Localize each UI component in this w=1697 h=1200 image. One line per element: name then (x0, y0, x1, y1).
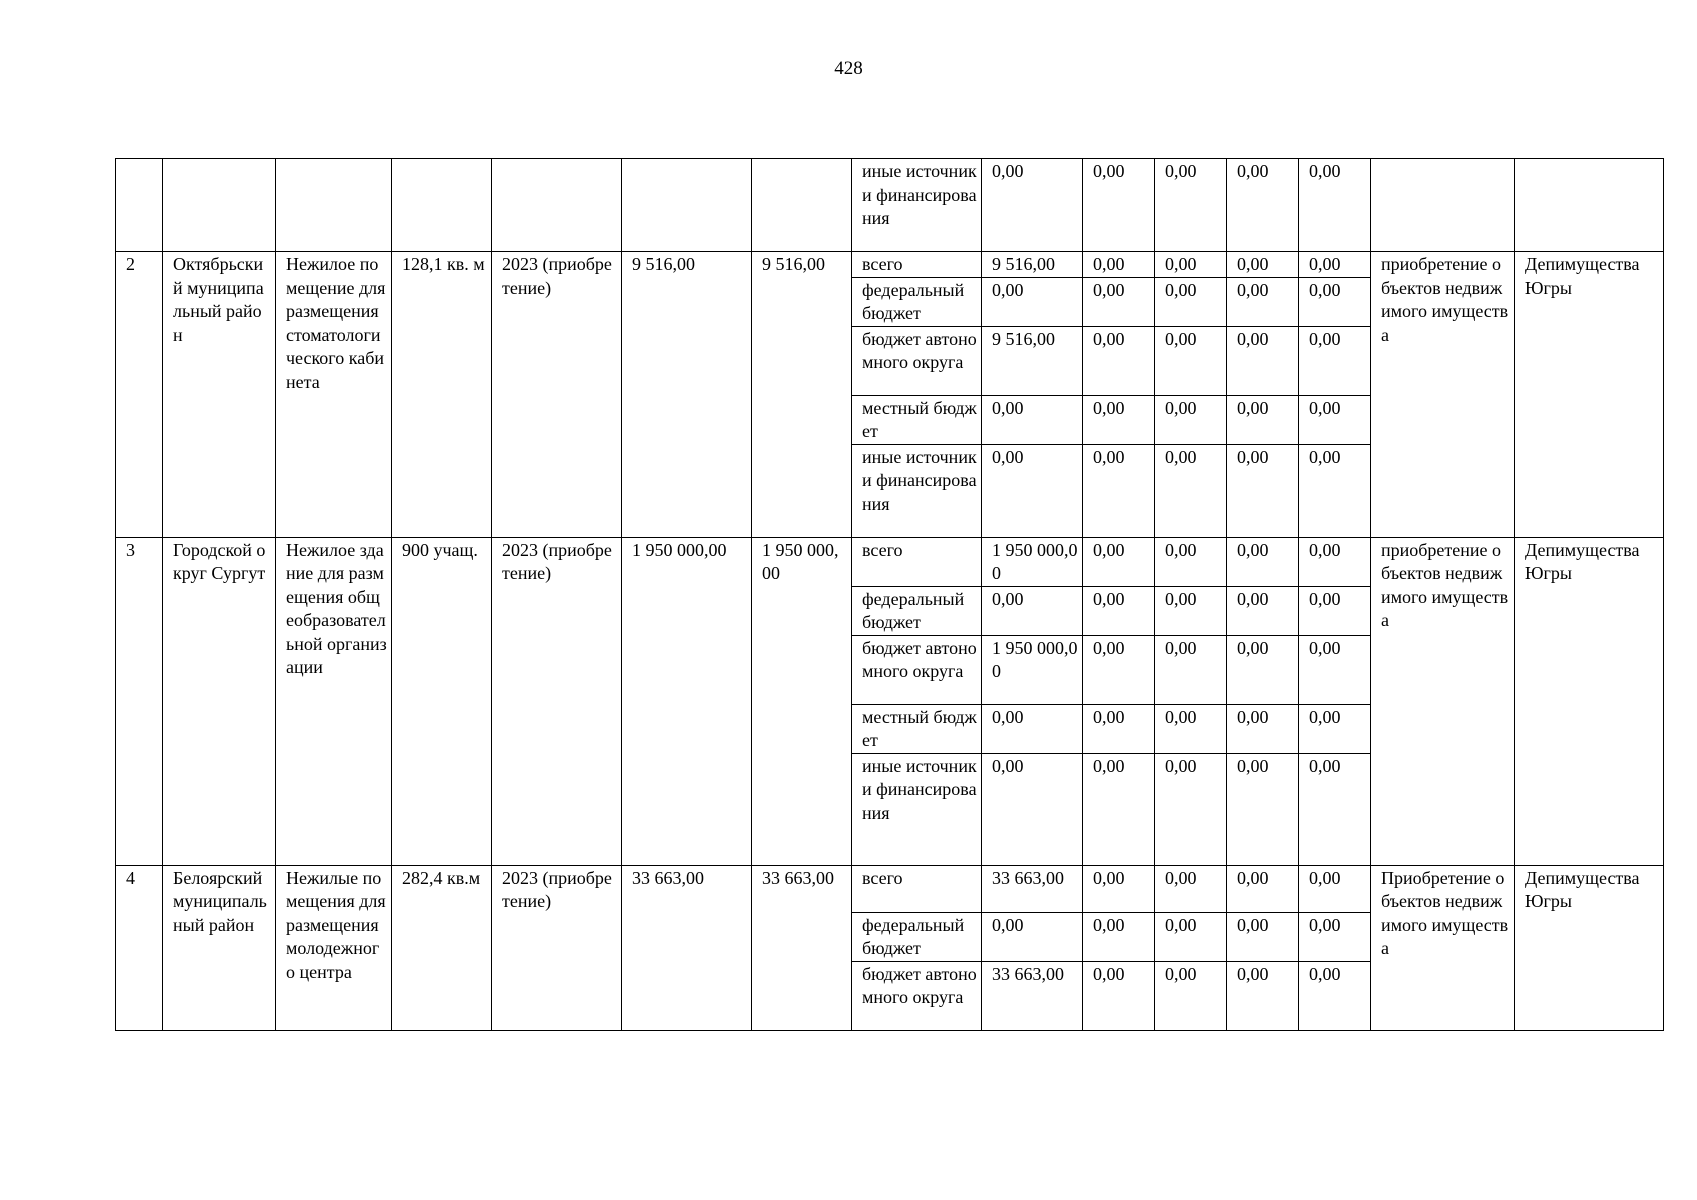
year-cell (492, 159, 622, 252)
row-number-cell: 2 (116, 252, 163, 538)
amount-cell: 33 663,00 (982, 961, 1083, 1030)
amount-cell: 0,00 (1299, 912, 1371, 961)
funding-source-cell: федеральный бюджет (852, 277, 982, 326)
remaining-cost-cell (752, 159, 852, 252)
funding-source-cell: бюджет автономного округа (852, 326, 982, 395)
amount-cell: 0,00 (1227, 753, 1299, 865)
amount-cell: 0,00 (1155, 586, 1227, 635)
funding-source-cell: всего (852, 537, 982, 586)
municipality-cell: Городской округ Сургут (163, 537, 276, 865)
amount-cell: 0,00 (1155, 961, 1227, 1030)
funding-source-cell: федеральный бюджет (852, 912, 982, 961)
year-cell: 2023 (приобретение) (492, 865, 622, 1030)
executor-cell: Депимущества Югры (1515, 865, 1664, 1030)
amount-cell: 0,00 (1155, 326, 1227, 395)
row-number-cell: 3 (116, 537, 163, 865)
funding-source-cell: всего (852, 252, 982, 278)
row-number-cell: 4 (116, 865, 163, 1030)
amount-cell: 0,00 (1155, 159, 1227, 252)
amount-cell: 0,00 (1083, 635, 1155, 704)
amount-cell: 0,00 (982, 444, 1083, 537)
amount-cell: 9 516,00 (982, 252, 1083, 278)
amount-cell: 0,00 (1083, 586, 1155, 635)
purpose-cell: приобретение объектов недвижимого имущества (1371, 537, 1515, 865)
amount-cell: 0,00 (1227, 865, 1299, 912)
amount-cell: 0,00 (1155, 537, 1227, 586)
funding-source-cell: местный бюджет (852, 395, 982, 444)
row-number-cell (116, 159, 163, 252)
capacity-cell (392, 159, 492, 252)
amount-cell: 0,00 (982, 395, 1083, 444)
amount-cell: 0,00 (982, 753, 1083, 865)
amount-cell: 0,00 (982, 912, 1083, 961)
total-cost-cell: 1 950 000,00 (622, 537, 752, 865)
amount-cell: 0,00 (1227, 635, 1299, 704)
table-row (116, 159, 1664, 252)
funding-source-cell: иные источники финансирования (852, 444, 982, 537)
municipality-cell: Белоярский муниципальный район (163, 865, 276, 1030)
amount-cell: 0,00 (1155, 635, 1227, 704)
amount-cell: 0,00 (1299, 704, 1371, 753)
amount-cell: 0,00 (1299, 444, 1371, 537)
executor-cell (1515, 159, 1664, 252)
amount-cell: 0,00 (1083, 277, 1155, 326)
amount-cell: 0,00 (1083, 395, 1155, 444)
amount-cell: 0,00 (1083, 865, 1155, 912)
funding-source-cell: федеральный бюджет (852, 586, 982, 635)
page-number: 428 (834, 58, 863, 79)
amount-cell: 0,00 (1155, 912, 1227, 961)
object-cell (276, 159, 392, 252)
purpose-cell: Приобретение объектов недвижимого имущества (1371, 865, 1515, 1030)
amount-cell: 0,00 (1299, 961, 1371, 1030)
amount-cell: 0,00 (1227, 159, 1299, 252)
amount-cell: 0,00 (1083, 537, 1155, 586)
object-cell: Нежилое здание для размещения общеобразовательной организации (276, 537, 392, 865)
capacity-cell: 282,4 кв.м (392, 865, 492, 1030)
amount-cell: 0,00 (1299, 753, 1371, 865)
amount-cell: 0,00 (1299, 159, 1371, 252)
amount-cell: 0,00 (982, 586, 1083, 635)
amount-cell: 1 950 000,00 (982, 635, 1083, 704)
amount-cell: 0,00 (1155, 395, 1227, 444)
amount-cell: 0,00 (1155, 865, 1227, 912)
amount-cell: 0,00 (1227, 444, 1299, 537)
amount-cell: 0,00 (1227, 912, 1299, 961)
amount-cell: 0,00 (1227, 326, 1299, 395)
amount-cell: 0,00 (1083, 252, 1155, 278)
amount-cell: 0,00 (1299, 277, 1371, 326)
amount-cell: 0,00 (1155, 704, 1227, 753)
funding-source-cell: иные источники финансирования (852, 753, 982, 865)
amount-cell: 0,00 (1155, 444, 1227, 537)
amount-cell: 0,00 (982, 704, 1083, 753)
amount-cell: 0,00 (1155, 277, 1227, 326)
amount-cell: 0,00 (1299, 586, 1371, 635)
amount-cell: 0,00 (1227, 961, 1299, 1030)
financing-table (115, 158, 1664, 1031)
amount-cell: 0,00 (1083, 704, 1155, 753)
amount-cell: 0,00 (1227, 395, 1299, 444)
amount-cell: 0,00 (982, 277, 1083, 326)
purpose-cell (1371, 159, 1515, 252)
amount-cell: 0,00 (1227, 537, 1299, 586)
amount-cell: 0,00 (982, 159, 1083, 252)
amount-cell: 0,00 (1083, 912, 1155, 961)
amount-cell: 0,00 (1155, 753, 1227, 865)
amount-cell: 0,00 (1227, 252, 1299, 278)
table-row (116, 252, 1664, 278)
amount-cell: 0,00 (1083, 444, 1155, 537)
amount-cell: 0,00 (1299, 635, 1371, 704)
amount-cell: 0,00 (1083, 753, 1155, 865)
executor-cell: Депимущества Югры (1515, 252, 1664, 538)
amount-cell: 0,00 (1227, 586, 1299, 635)
capacity-cell: 128,1 кв. м (392, 252, 492, 538)
amount-cell: 0,00 (1299, 865, 1371, 912)
amount-cell: 0,00 (1083, 159, 1155, 252)
remaining-cost-cell: 1 950 000,00 (752, 537, 852, 865)
amount-cell: 0,00 (1227, 277, 1299, 326)
amount-cell: 33 663,00 (982, 865, 1083, 912)
object-cell: Нежилое помещение для размещения стоматологического кабинета (276, 252, 392, 538)
amount-cell: 9 516,00 (982, 326, 1083, 395)
capacity-cell: 900 учащ. (392, 537, 492, 865)
total-cost-cell: 33 663,00 (622, 865, 752, 1030)
amount-cell: 0,00 (1299, 537, 1371, 586)
funding-source-cell: бюджет автономного округа (852, 961, 982, 1030)
purpose-cell: приобретение объектов недвижимого имущества (1371, 252, 1515, 538)
object-cell: Нежилые помещения для размещения молодежного центра (276, 865, 392, 1030)
amount-cell: 1 950 000,00 (982, 537, 1083, 586)
amount-cell: 0,00 (1299, 395, 1371, 444)
amount-cell: 0,00 (1155, 252, 1227, 278)
remaining-cost-cell: 33 663,00 (752, 865, 852, 1030)
funding-source-cell: иные источники финансирования (852, 159, 982, 252)
remaining-cost-cell: 9 516,00 (752, 252, 852, 538)
table-body (116, 159, 1664, 1031)
funding-source-cell: всего (852, 865, 982, 912)
funding-source-cell: бюджет автономного округа (852, 635, 982, 704)
table-row (116, 537, 1664, 586)
amount-cell: 0,00 (1299, 326, 1371, 395)
municipality-cell (163, 159, 276, 252)
amount-cell: 0,00 (1083, 961, 1155, 1030)
table-row (116, 865, 1664, 912)
executor-cell: Депимущества Югры (1515, 537, 1664, 865)
amount-cell: 0,00 (1083, 326, 1155, 395)
amount-cell: 0,00 (1299, 252, 1371, 278)
funding-source-cell: местный бюджет (852, 704, 982, 753)
municipality-cell: Октябрьский муниципальный район (163, 252, 276, 538)
year-cell: 2023 (приобретение) (492, 252, 622, 538)
year-cell: 2023 (приобретение) (492, 537, 622, 865)
amount-cell: 0,00 (1227, 704, 1299, 753)
total-cost-cell: 9 516,00 (622, 252, 752, 538)
total-cost-cell (622, 159, 752, 252)
